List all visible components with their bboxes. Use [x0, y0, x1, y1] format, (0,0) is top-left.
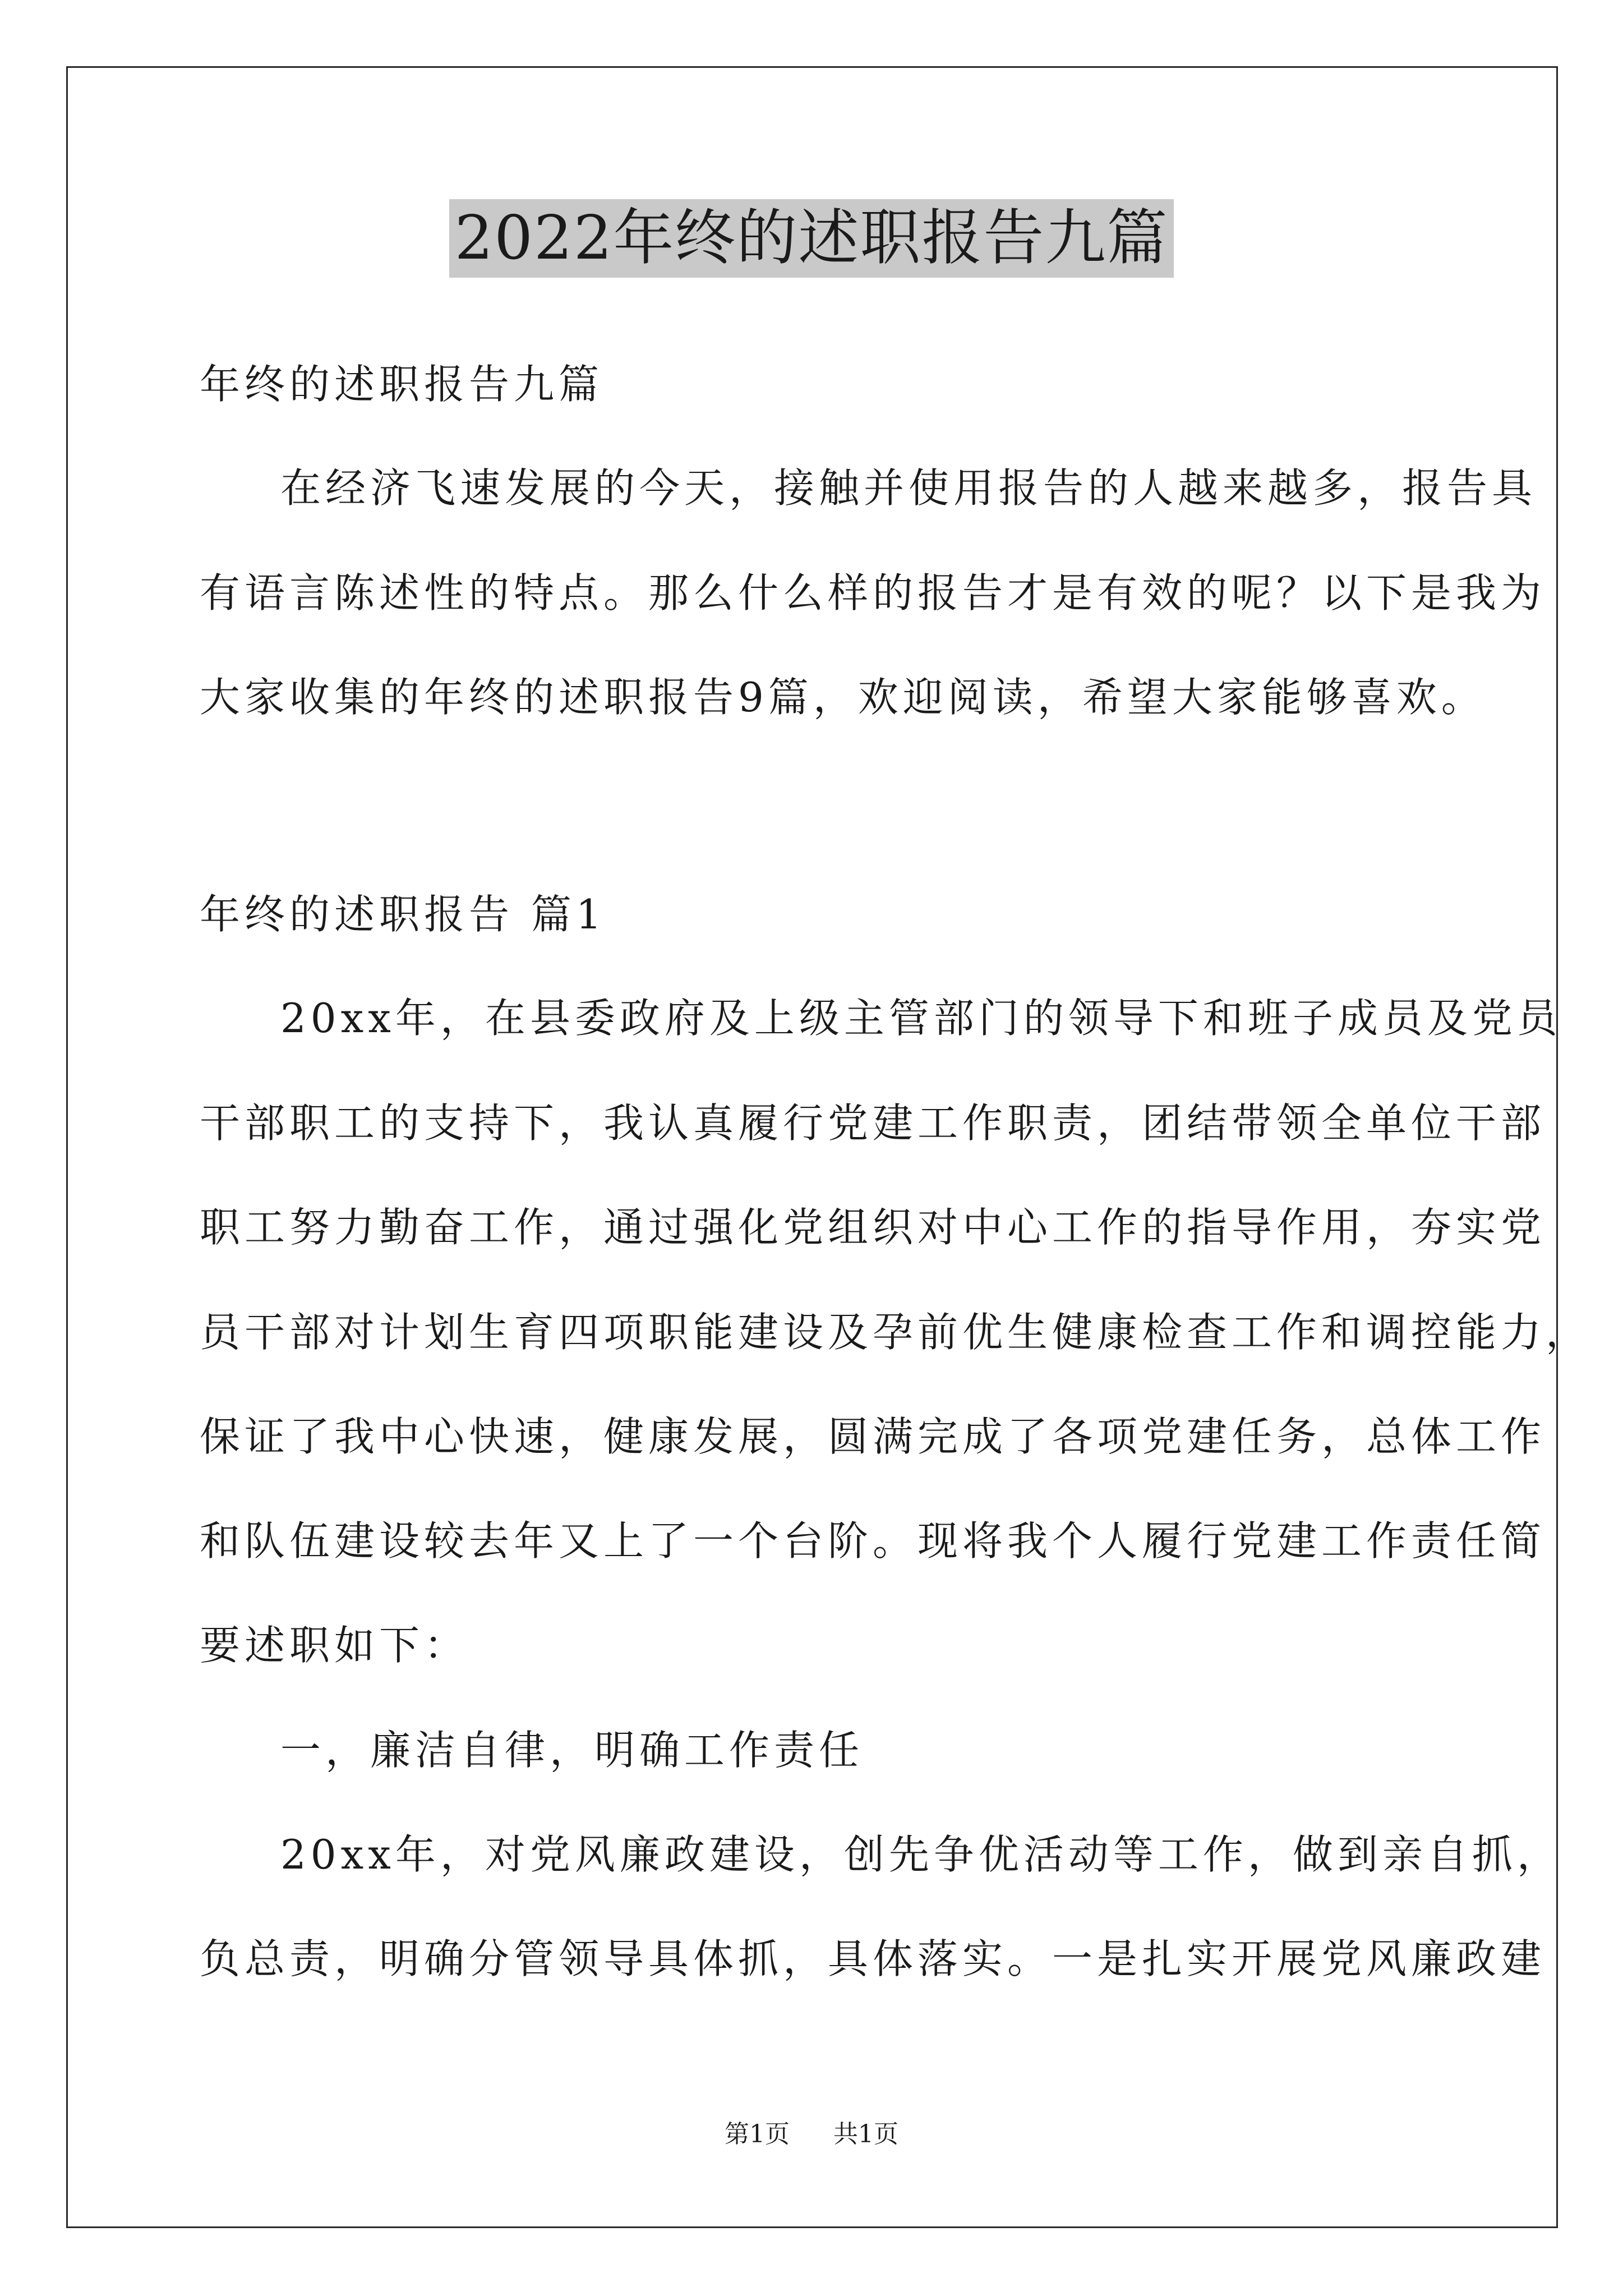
intro-line-2: 有语言陈述性的特点。那么什么样的报告才是有效的呢？以下是我为 — [200, 569, 1546, 616]
page-total: 共1页 — [833, 2120, 898, 2148]
body-line-4: 员干部对计划生育四项职能建设及孕前优生健康检查工作和调控能力， — [200, 1309, 1591, 1356]
page-number: 第1页 — [725, 2120, 790, 2148]
section-heading: 年终的述职报告 篇1 — [200, 891, 606, 938]
body-line-5: 保证了我中心快速，健康发展，圆满完成了各项党建任务，总体工作 — [200, 1413, 1546, 1460]
intro-line-1: 在经济飞速发展的今天，接触并使用报告的人越来越多，报告具 — [280, 464, 1537, 512]
title-container — [0, 199, 1623, 278]
intro-line-3: 大家收集的年终的述职报告9篇，欢迎阅读，希望大家能够喜欢。 — [200, 674, 1486, 721]
body-line-3: 职工努力勤奋工作，通过强化党组织对中心工作的指导作用，夯实党 — [200, 1204, 1546, 1251]
body-line-6: 和队伍建设较去年又上了一个台阶。现将我个人履行党建工作责任简 — [200, 1517, 1546, 1565]
subsection-heading: 一，廉洁自律，明确工作责任 — [280, 1727, 864, 1774]
body-line-2: 干部职工的支持下，我认真履行党建工作职责，团结带领全单位干部 — [200, 1099, 1546, 1147]
body-line-8: 20xx年，对党风廉政建设，创先争优活动等工作，做到亲自抓， — [280, 1831, 1562, 1878]
body-line-7: 要述职如下： — [200, 1622, 469, 1669]
body-line-1: 20xx年，在县委政府及上级主管部门的领导下和班子成员及党员 — [280, 995, 1562, 1042]
page-footer — [0, 2118, 1623, 2151]
body-line-9: 负总责，明确分管领导具体抓，具体落实。一是扎实开展党风廉政建 — [200, 1935, 1546, 1982]
document-title: 2022年终的述职报告九篇 — [449, 199, 1174, 278]
subtitle-line: 年终的述职报告九篇 — [200, 361, 604, 408]
